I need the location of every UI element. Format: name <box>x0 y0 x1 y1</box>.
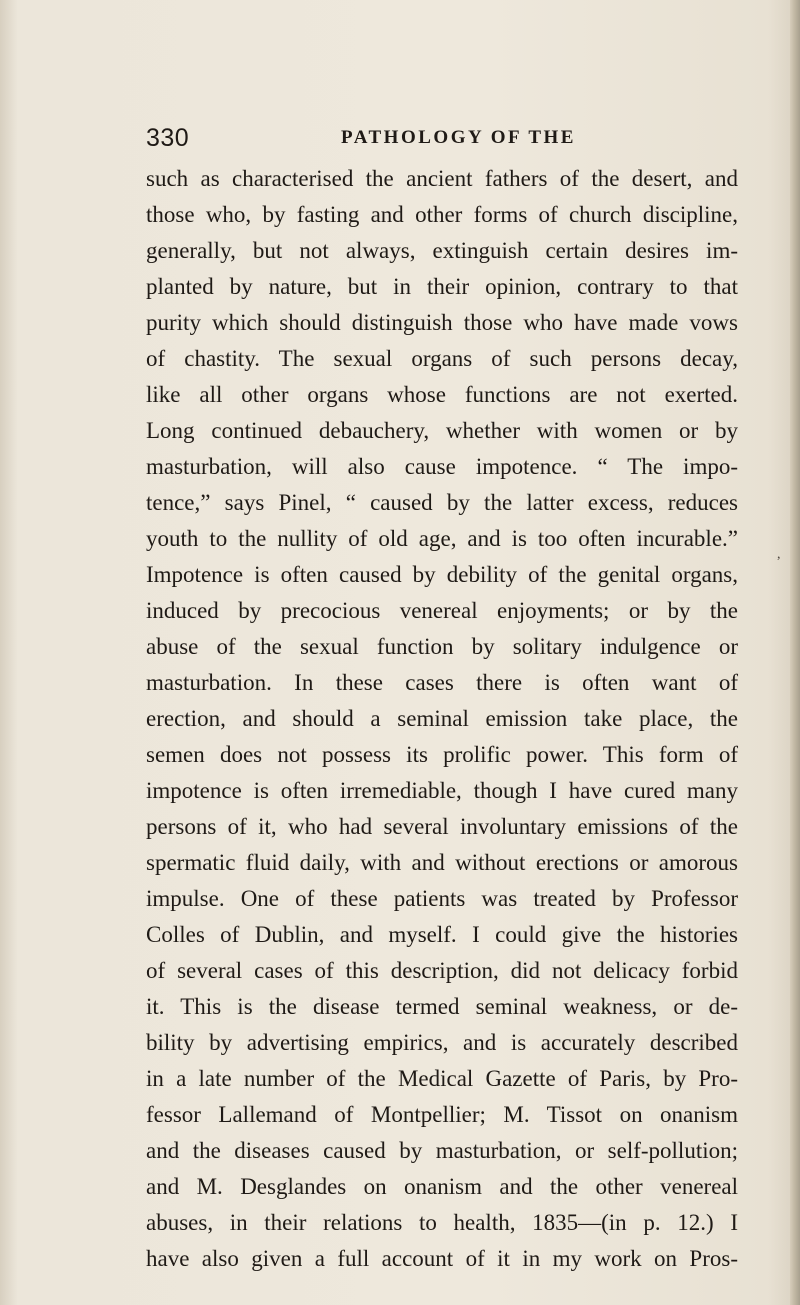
text-line: erection, and should a seminal emission take place, the <box>146 706 738 731</box>
text-line: tence,” says Pinel, “ caused by the latter excess, reduces <box>146 490 738 515</box>
text-line: in a late number of the Medical Gazette of Paris, by Pro- <box>146 1066 738 1091</box>
text-line: like all other organs whose functions are not exerted. <box>146 382 738 407</box>
text-line: generally, but not always, extinguish certain desires im- <box>146 238 738 263</box>
text-line: impulse. One of these patients was treated by Professor <box>146 886 738 911</box>
text-line: masturbation, will also cause impotence. “ The impo- <box>146 454 738 479</box>
text-line: impotence is often irremediable, though I have cured many <box>146 778 738 803</box>
text-line: and the diseases caused by masturbation, or self-pollution; <box>146 1138 738 1163</box>
text-line: abuses, in their relations to health, 1835—(in p. 12.) I <box>146 1210 738 1235</box>
text-line: of several cases of this description, did not delicacy forbid <box>146 958 738 983</box>
text-line: Colles of Dublin, and myself. I could give the histories <box>146 922 738 947</box>
page-number: 330 <box>146 124 190 152</box>
text-line: bility by advertising empirics, and is accurately described <box>146 1030 738 1055</box>
text-line: fessor Lallemand of Montpellier; M. Tissot on onanism <box>146 1102 738 1127</box>
text-line: spermatic fluid daily, with and without erections or amorous <box>146 850 738 875</box>
running-head: PATHOLOGY OF THE <box>341 127 576 148</box>
margin-mark: , <box>777 547 781 562</box>
text-line: have also given a full account of it in my work on Pros- <box>146 1246 738 1271</box>
text-line: it. This is the disease termed seminal weakness, or de- <box>146 994 738 1019</box>
text-line: Impotence is often caused by debility of the genital organs, <box>146 562 738 587</box>
text-line: youth to the nullity of old age, and is too often incurable.” <box>146 526 738 551</box>
text-line: persons of it, who had several involuntary emissions of the <box>146 814 738 839</box>
page-left-shadow <box>0 0 18 1305</box>
text-line: induced by precocious venereal enjoyments; or by the <box>146 598 738 623</box>
text-line: masturbation. In these cases there is often want of <box>146 670 738 695</box>
text-line: semen does not possess its prolific power. This form of <box>146 742 738 767</box>
text-line: abuse of the sexual function by solitary indulgence or <box>146 634 738 659</box>
text-line: those who, by fasting and other forms of church discipline, <box>146 202 738 227</box>
text-line: purity which should distinguish those who have made vows <box>146 310 738 335</box>
text-line: such as characterised the ancient fathers of the desert, and <box>146 166 738 191</box>
page-header <box>146 118 746 158</box>
page-edge <box>790 0 800 1305</box>
text-line: of chastity. The sexual organs of such persons decay, <box>146 346 738 371</box>
text-line: planted by nature, but in their opinion, contrary to that <box>146 274 738 299</box>
body-text <box>146 161 738 1277</box>
text-line: Long continued debauchery, whether with women or by <box>146 418 738 443</box>
text-line: and M. Desglandes on onanism and the other venereal <box>146 1174 738 1199</box>
